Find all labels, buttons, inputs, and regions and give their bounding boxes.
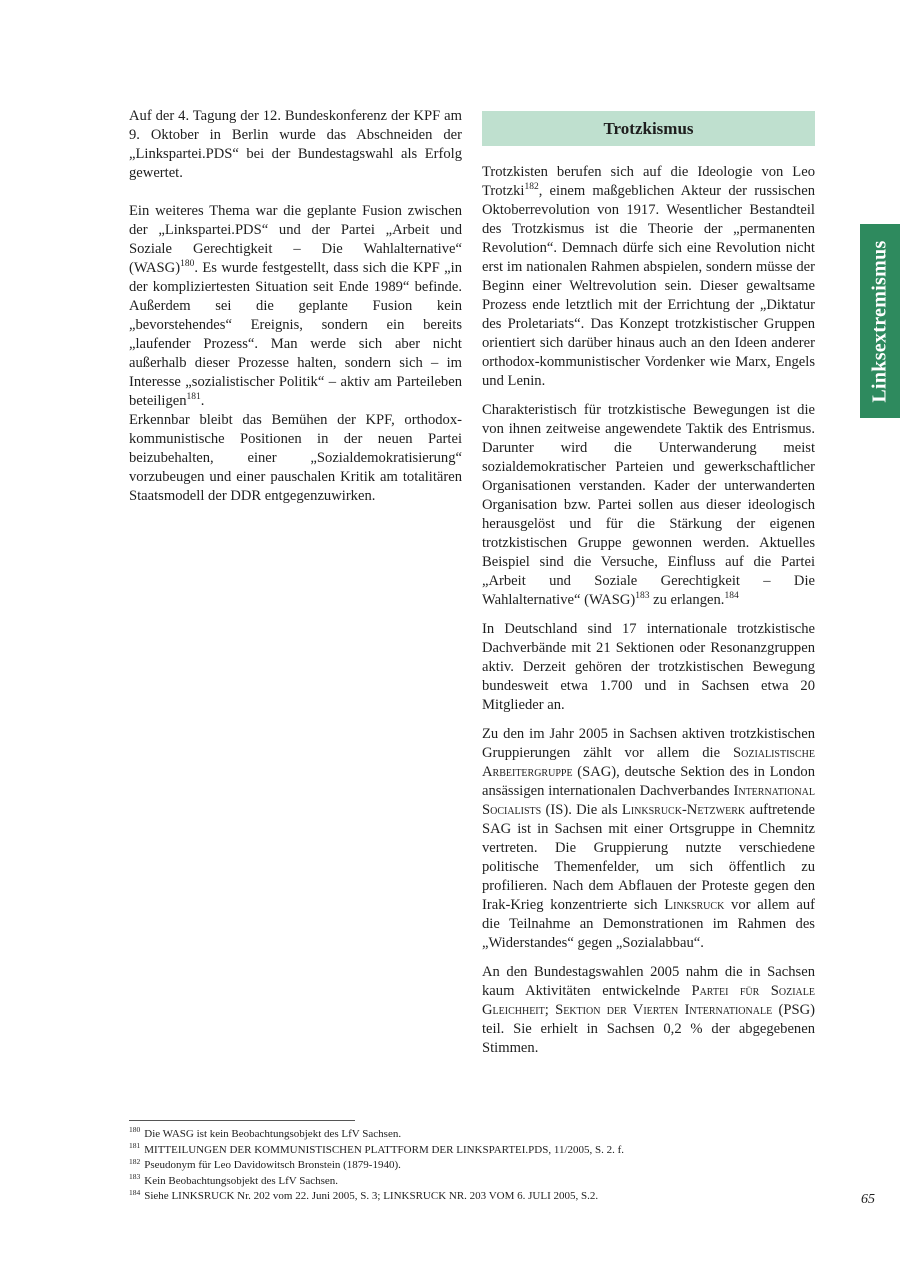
text-run: auftretende SAG ist in Sachsen mit einer Ortsgruppe in Chemnitz vertreten. Die Gruppierung nutzte verschiedene politische Themenfelder, um sich öffentlich zu profilieren. Nach dem Abflauen der Proteste gegen den Irak-Krieg konzentrierte sich [482,802,815,913]
left-paragraph-2 [129,202,462,411]
left-paragraph-3: Erkennbar bleibt das Bemühen der KPF, orthodox-kommunistische Positionen in der neuen Partei beizubehalten, einer „Sozialdemokratisierung“ vorzubeugen und einer pauschalen Kritik am totalitären Staatsmodell der DDR entgegenzuwirken. [129,412,462,504]
footnotes [129,1127,829,1205]
text-run: (PSG) teil. Sie erhielt in Sachsen 0,2 % der abgegebenen Stimmen. [482,1002,815,1056]
text-run: vor allem auf die Teilnahme an Demonstrationen im Rahmen des „Widerstandes“ gegen „Sozialabbau“. [482,897,815,951]
right-paragraph-3: In Deutschland sind 17 internationale trotzkistische Dachverbände mit 21 Sektionen oder Resonanzgruppen aktiv. Derzeit gehören der trotzkistischen Bewegung bundesweit etwa 1.700 und in Sachsen etwa 20 Mitglieder an. [482,621,815,713]
footnote-ref-180[interactable]: 180 [180,259,195,270]
chapter-side-tab-label: Linksextremismus [868,239,891,403]
footnote-number: 183 [129,1172,141,1182]
footnote-ref-181[interactable]: 181 [186,392,201,403]
footnote-text: Siehe LINKSRUCK Nr. 202 vom 22. Juni 2005, S. 3; LINKSRUCK NR. 203 VOM 6. JULI 2005, S.2. [144,1190,599,1203]
text-run: . [200,393,205,409]
text-run: , einem maßgeblichen Akteur der russischen Oktoberrevolution von 1917. Wesentlicher Bestandteil des Trotzkismus ist die Theorie der „permanenten Revolution“. Demnach dürfe sich eine Revolution nicht erst im nationalen Rahmen abspielen, sondern müsse der Beginn einer Weltrevolution sein. Dieser gewaltsame Prozess ende letztlich mit der Errichtung der „Diktatur des Proletariats“. Das Konzept trotzkistischer Gruppen orientiert sich darüber hinaus auch an den Ideen anderer orthodox-kommunistischer Vordenker wie Marx, Engels und Lenin. [482,183,815,389]
org-name: Linksruck-Netzwerk [621,802,746,818]
section-heading-box [482,111,815,146]
text-run: Charakteristisch für trotzkistische Bewegungen ist die von ihnen zeitweise angewendete Taktik des Entrismus. Darunter wird die Unterwanderung meist sozialdemokratischer Parteien und gewerkschaftlicher Organisationen verstanden. Kader der unterwanderten Organisation bzw. Partei sollen aus dieser ideologisch herausgelöst und für die Stärkung der eigenen trotzkistischen Gruppe gewonnen werden. Aktuelles Beispiel sind die Versuche, Einfluss auf die Partei „Arbeit und Soziale Gerechtigkeit – Die Wahlalternative“ (WASG) [482,402,815,608]
footnote-text: Kein Beobachtungsobjekt des LfV Sachsen. [144,1174,339,1187]
right-paragraph-5 [482,963,815,1058]
org-name: International Socialists [482,783,815,818]
text-run: Zu den im Jahr 2005 in Sachsen aktiven trotzkistischen Gruppierungen zählt vor allem die [482,726,815,761]
footnote-text: MITTEILUNGEN DER KOMMUNISTISCHEN PLATTFORM DER LINKSPARTEI.PDS, 11/2005, S. 2. f. [144,1143,625,1156]
footnote-ref-183[interactable]: 183 [635,591,650,602]
section-heading: Trotzkismus [603,118,694,138]
chapter-side-tab [860,224,900,418]
footnote-number: 180 [129,1125,141,1135]
text-run: Ein weiteres Thema war die geplante Fusion zwischen der „Linkspartei.PDS“ und der Partei „Arbeit und Soziale Gerechtigkeit – Die Wahlalternative“ (WASG) [129,203,462,276]
right-column [482,163,815,1068]
left-column [129,107,462,506]
footnote-184 [129,1189,829,1205]
footnote-text: Pseudonym für Leo Davidowitsch Bronstein (1879-1940). [144,1159,401,1172]
text-run: An den Bundestagswahlen 2005 nahm die in Sachsen kaum Aktivitäten entwickelnde [482,964,815,999]
text-run: Trotzkisten berufen sich auf die Ideologie von Leo Trotzki [482,164,815,199]
footnote-ref-184[interactable]: 184 [724,591,739,602]
footnote-181 [129,1140,829,1159]
org-name: Partei für Soziale Gleichheit; Sektion der Vierten Internationale [482,983,815,1018]
footnote-180 [129,1127,829,1143]
footnote-182 [129,1158,829,1174]
org-name: Linksruck [664,897,725,913]
footnote-183 [129,1174,829,1190]
org-name: Sozialistische Arbeitergruppe [482,745,815,780]
page-number: 65 [861,1192,875,1207]
right-paragraph-1 [482,163,815,391]
right-paragraph-4 [482,725,815,953]
text-run: . Es wurde festgestellt, dass sich die KPF „in der kompliziertesten Situation seit Ende 1989“ befinde. Außerdem sei die geplante Fusion kein „bevorstehendes“ Ereignis, sondern ein bereits „laufender Prozess“. Man werde sich aber nicht außerhalb dieser Prozesse halten, sondern sich – im Interesse „sozialistischer Politik“ – aktiv am Parteileben beteiligen [129,260,462,409]
left-paragraph-1: Auf der 4. Tagung der 12. Bundeskonferenz der KPF am 9. Oktober in Berlin wurde das Abschneiden der „Linkspartei.PDS“ bei der Bundestagswahl als Erfolg gewertet. [129,108,462,181]
text-run: zu erlangen. [649,592,725,608]
footnote-text: Die WASG ist kein Beobachtungsobjekt des LfV Sachsen. [144,1128,402,1140]
right-paragraph-2 [482,401,815,610]
footnote-number: 182 [129,1156,141,1166]
text-run: (IS). Die als [541,802,622,818]
footnote-ref-182[interactable]: 182 [524,182,539,193]
footnote-divider [129,1120,355,1121]
footnote-number: 184 [129,1187,141,1197]
text-run: (SAG), deutsche Sektion des in London ansässigen internationalen Dachverbandes [482,764,815,799]
footnote-number: 181 [129,1140,141,1150]
